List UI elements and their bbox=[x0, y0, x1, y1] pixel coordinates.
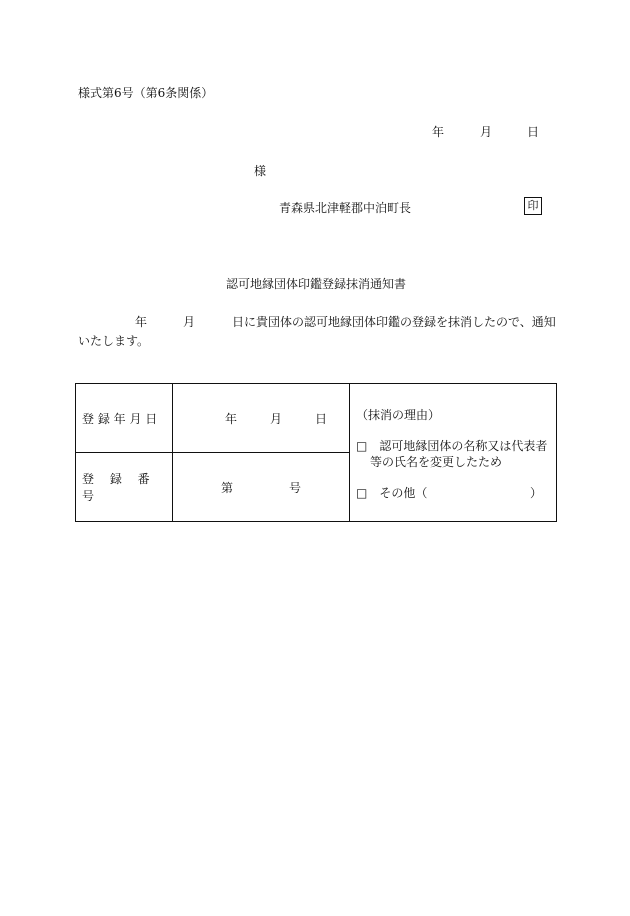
registration-number-label bbox=[76, 470, 172, 504]
issuer-name: 青森県北津軽郡中泊町長 bbox=[279, 201, 412, 215]
date-year-label: 年 bbox=[432, 125, 445, 139]
reason-title: （抹消の理由） bbox=[356, 408, 441, 422]
reason-cell bbox=[350, 384, 557, 522]
date-day-label: 日 bbox=[527, 125, 540, 139]
reason-option-other-prefix: □ その他（ bbox=[356, 486, 428, 500]
registration-date-year: 年 bbox=[225, 411, 238, 426]
registration-number-value bbox=[173, 479, 349, 496]
reason-option-name-change: □ 認可地縁団体の名称又は代表者 bbox=[356, 439, 548, 453]
registration-number-prefix: 第 bbox=[221, 480, 234, 495]
body-month-label: 月 bbox=[183, 315, 196, 329]
date-month-label: 月 bbox=[480, 125, 493, 139]
registration-date-value bbox=[173, 410, 349, 427]
registration-table bbox=[75, 383, 557, 522]
body-text-line2: いたします。 bbox=[78, 334, 150, 348]
registration-date-label bbox=[76, 410, 172, 427]
body-text-line1: 日に貴団体の認可地縁団体印鑑の登録を抹消したので、通知 bbox=[232, 315, 556, 329]
reason-option-name-change-line2: 等の氏名を変更したため bbox=[370, 455, 503, 469]
registration-date-label-cell bbox=[76, 384, 173, 453]
registration-number-label-cell bbox=[76, 453, 173, 522]
registration-number-suffix: 号 bbox=[288, 480, 301, 495]
document-title: 認可地縁団体印鑑登録抹消通知書 bbox=[226, 277, 407, 291]
addressee-honorific: 様 bbox=[254, 164, 267, 178]
registration-date-label-text: 登 録 年 月 日 bbox=[82, 411, 158, 426]
body-year-label: 年 bbox=[135, 315, 148, 329]
registration-date-value-cell bbox=[173, 384, 350, 453]
registration-number-value-cell bbox=[173, 453, 350, 522]
registration-date-month: 月 bbox=[269, 411, 282, 426]
registration-number-label-text: 登 録 番 号 bbox=[82, 472, 156, 503]
seal-mark: 印 bbox=[524, 197, 542, 215]
registration-date-day: 日 bbox=[314, 411, 327, 426]
form-number: 様式第6号（第6条関係） bbox=[78, 86, 214, 100]
reason-option-other-suffix: ） bbox=[529, 486, 542, 500]
reason-option-other bbox=[356, 484, 542, 501]
